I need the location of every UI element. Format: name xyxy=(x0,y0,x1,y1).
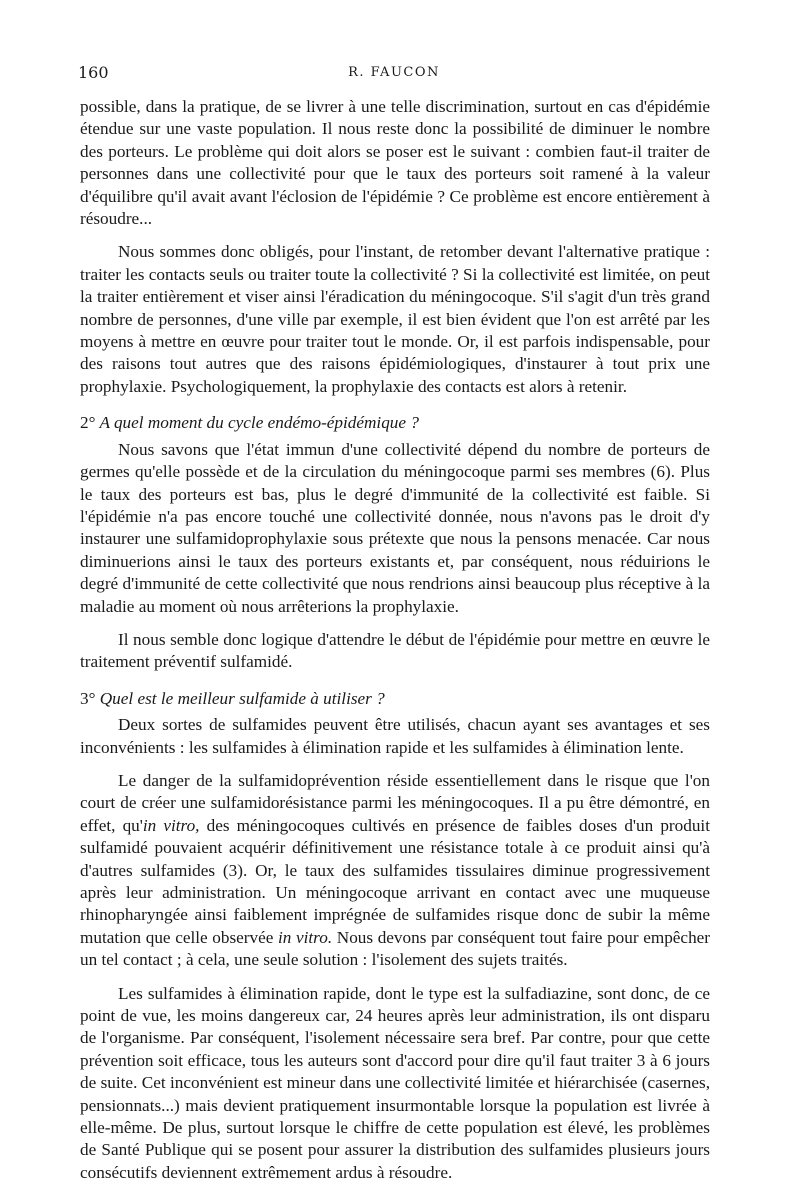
paragraph-immunity: Nous savons que l'état immun d'une collectivité dépend du nombre de porteurs de germes qu'elle possède et de la circulation du méningocoque parmi ses membres (6). Plus le taux des porteurs est bas, plus le degré d'immunité de la collectivité est faible. Si l'épidémie n'a pas encore touché une collectivité donnée, nous n'avons pas le droit d'y instaurer une sulfamidoprophylaxie sous prétexte que nous la pensons menacée. Car nous diminuerions ainsi le taux des porteurs existants et, par conséquent, nous réduirions le degré d'immunité de cette collectivité que nous rendrions ainsi beaucoup plus réceptive à la maladie au moment où nous arrêterions la prophylaxie. xyxy=(80,439,710,616)
section-title: Quel est le meilleur sulfamide à utiliser ? xyxy=(99,688,385,708)
paragraph-rapid-elimination: Les sulfamides à élimination rapide, dont le type est la sulfadiazine, sont donc, de ce point de vue, les moins dangereux car, 24 heures après leur administration, ils ont disparu de l'organisme. Par conséquent, l'isolement nécessaire sera bref. Par contre, pour que cette prévention soit efficace, tous les auteurs sont d'accord pour dire qu'il faut traiter 3 à 6 jours de suite. Cet inconvénient est mineur dans une collectivité limitée et hiérarchisée (casernes, pensionnats...) mais devient pratiquement insurmontable lorsque la population est livrée à elle-même. De plus, surtout lorsque le chiffre de cette population est élevé, les problèmes de Santé Publique qui se posent pour assurer la distribution des sulfamides plusieurs jours consécutifs deviennent extrêmement ardus à résoudre. xyxy=(80,983,710,1182)
paragraph-logic: Il nous semble donc logique d'attendre le début de l'épidémie pour mettre en œuvre le traitement préventif sulfamidé. xyxy=(80,629,710,672)
section-heading-2 xyxy=(80,412,710,434)
italic-in-vitro: in vitro. xyxy=(278,927,333,947)
paragraph-danger xyxy=(80,770,710,972)
section-title: A quel moment du cycle endémo-épidémique ? xyxy=(99,413,419,433)
text-run: Nous devons par conséquent tout faire pour empêcher un tel contact ; à cela, une seule solution : l'isolement des sujets traités. xyxy=(80,927,711,970)
body-text xyxy=(80,96,710,1184)
text-run: Le danger de la sulfamidoprévention réside essentiellement dans le risque que l'on court de créer une sulfamidorésistance parmi les méningocoques. Il a pu être démontré, en effet, qu' xyxy=(80,770,710,835)
section-number: 3° xyxy=(80,688,96,708)
paragraph-alternative: Nous sommes donc obligés, pour l'instant, de retomber devant l'alternative pratique : traiter les contacts seuls ou traiter toute la collectivité ? Si la collectivité est limitée, on peut la traiter entièrement et viser ainsi l'éradication du méningocoque. S'il s'agit d'un très grand nombre de personnes, d'une ville par exemple, il est bien évident que l'on est arrêté par les moyens à mettre en œuvre pour traiter tout le monde. Or, il est parfois indispensable, pour des raisons tout autres que des raisons épidémiologiques, d'instaurer à tout prix une prophylaxie. Psychologiquement, la prophylaxie des contacts est alors à retenir. xyxy=(80,242,710,396)
page-header xyxy=(78,63,710,85)
italic-in-vitro: in vitro, xyxy=(142,815,200,835)
text-run: des méningocoques cultivés en présence de faibles doses d'un produit sulfamidé pouvaient acquérir définitivement une résistance totale à ce produit ainsi qu'à d'autres sulfamides (3). Or, le taux des sulfamides tissulaires diminue progressivement après leur administration. Un méningocoque arrivant en contact avec une muqueuse rhinopharyngée ainsi faiblement imprégnée de sulfamides risque donc de subir la même mutation que celle observée xyxy=(80,815,710,947)
page-number: 160 xyxy=(78,63,109,82)
section-number: 2° xyxy=(80,413,96,433)
paragraph-sulfamide-types: Deux sortes de sulfamides peuvent être utilisés, chacun ayant ses avantages et ses inconvénients : les sulfamides à élimination rapide et les sulfamides à élimination lente. xyxy=(80,715,710,757)
section-heading-3 xyxy=(80,688,710,710)
running-head: R. FAUCON xyxy=(348,65,440,80)
paragraph-continued: possible, dans la pratique, de se livrer à une telle discrimination, surtout en cas d'épidémie étendue sur une vaste population. Il nous reste donc la possibilité de diminuer le nombre des porteurs. Le problème qui doit alors se poser est le suivant : combien faut-il traiter de personnes dans une collectivité pour que le taux des porteurs soit ramené à la valeur d'équilibre qu'il avait avant l'éclosion de l'épidémie ? Ce problème est encore entièrement à résoudre... xyxy=(80,97,710,229)
